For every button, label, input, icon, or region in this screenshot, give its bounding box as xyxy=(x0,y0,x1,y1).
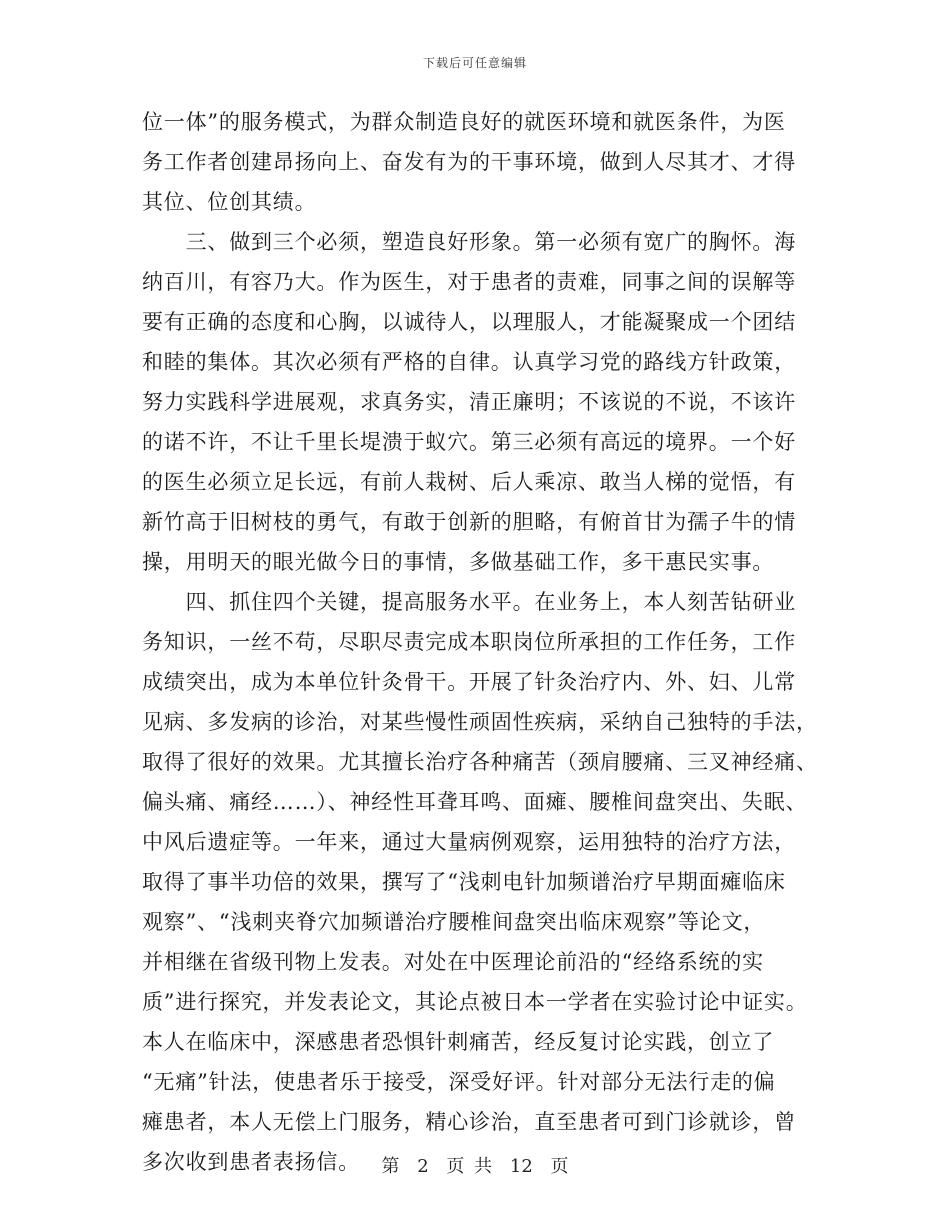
total-page-count: 12 xyxy=(509,1156,533,1177)
text-line: 努力实践科学进展观，求真务实，清正廉明；不该说的不说，不该许 xyxy=(142,390,796,414)
footer-suffix: 页 xyxy=(550,1156,569,1177)
text-line: 本人在临床中，深感患者恐惧针刺痛苦，经反复讨论实践，创立了 xyxy=(142,1030,775,1054)
text-line: 操，用明天的眼光做今日的事情，多做基础工作，多干惠民实事。 xyxy=(142,550,775,574)
text-line: 观察”、“浅刺夹脊穴加频谱治疗腰椎间盘突出临床观察”等论文， xyxy=(142,910,766,934)
text-line: 纳百川，有容乃大。作为医生，对于患者的责难，同事之间的误解等 xyxy=(142,270,796,294)
text-line: 其位、位创其绩。 xyxy=(142,190,317,214)
text-line: 要有正确的态度和心胸，以诚待人，以理服人，才能凝聚成一个团结 xyxy=(142,310,796,334)
page-header: 下载后可任意编辑 xyxy=(422,56,527,70)
text-line: 三、做到三个必须，塑造良好形象。第一必须有宽广的胸怀。海 xyxy=(142,230,796,254)
text-line: 多次收到患者表扬信。 xyxy=(142,1150,360,1174)
text-line: 务工作者创建昂扬向上、奋发有为的干事环境，做到人尽其才、才得 xyxy=(142,150,796,174)
text-line: 质”进行探究，并发表论文，其论点被日本一学者在实验讨论中证实。 xyxy=(142,990,808,1014)
footer-middle: 页 共 xyxy=(446,1156,493,1177)
text-line: 见病、多发病的诊治，对某些慢性顽固性疾病，采纳自己独特的手法， xyxy=(142,710,818,734)
text-line: 位一体”的服务模式，为群众制造良好的就医环境和就医条件，为医 xyxy=(142,110,786,134)
document-body xyxy=(142,102,822,1182)
text-line: 瘫患者，本人无偿上门服务，精心诊治，直至患者可到门诊就诊，曾 xyxy=(142,1110,796,1134)
text-line: 和睦的集体。其次必须有严格的自律。认真学习党的路线方针政策， xyxy=(142,350,796,374)
text-line: 取得了很好的效果。尤其擅长治疗各种痛苦（颈肩腰痛、三叉神经痛、 xyxy=(142,750,818,774)
current-page-number: 2 xyxy=(417,1156,429,1177)
text-line: 成绩突出，成为本单位针灸骨干。开展了针灸治疗内、外、妇、儿常 xyxy=(142,670,796,694)
text-line: 务知识，一丝不苟，尽职尽责完成本职岗位所承担的工作任务，工作 xyxy=(142,630,796,654)
text-line: 中风后遗症等。一年来，通过大量病例观察，运用独特的治疗方法， xyxy=(142,830,796,854)
text-line: 的医生必须立足长远，有前人栽树、后人乘凉、敢当人梯的觉悟，有 xyxy=(142,470,796,494)
text-line: 取得了事半功倍的效果，撰写了“浅刺电针加频谱治疗早期面瘫临床 xyxy=(142,870,786,894)
text-line: 的诺不许，不让千里长堤溃于蚁穴。第三必须有高远的境界。一个好 xyxy=(142,430,796,454)
footer-prefix: 第 xyxy=(381,1156,400,1177)
text-line: 并相继在省级刊物上发表。对处在中医理论前沿的“经络系统的实 xyxy=(142,950,764,974)
text-line: “无痛”针法，使患者乐于接受，深受好评。针对部分无法行走的偏 xyxy=(142,1070,776,1094)
page-footer xyxy=(0,1152,950,1178)
text-line: 新竹高于旧树枝的勇气，有敢于创新的胆略，有俯首甘为孺子牛的情 xyxy=(142,510,796,534)
text-line: 偏头痛、痛经……）、神经性耳聋耳鸣、面瘫、腰椎间盘突出、失眠、 xyxy=(142,790,808,814)
text-line: 四、抓住四个关键，提高服务水平。在业务上，本人刻苦钻研业 xyxy=(142,590,796,614)
